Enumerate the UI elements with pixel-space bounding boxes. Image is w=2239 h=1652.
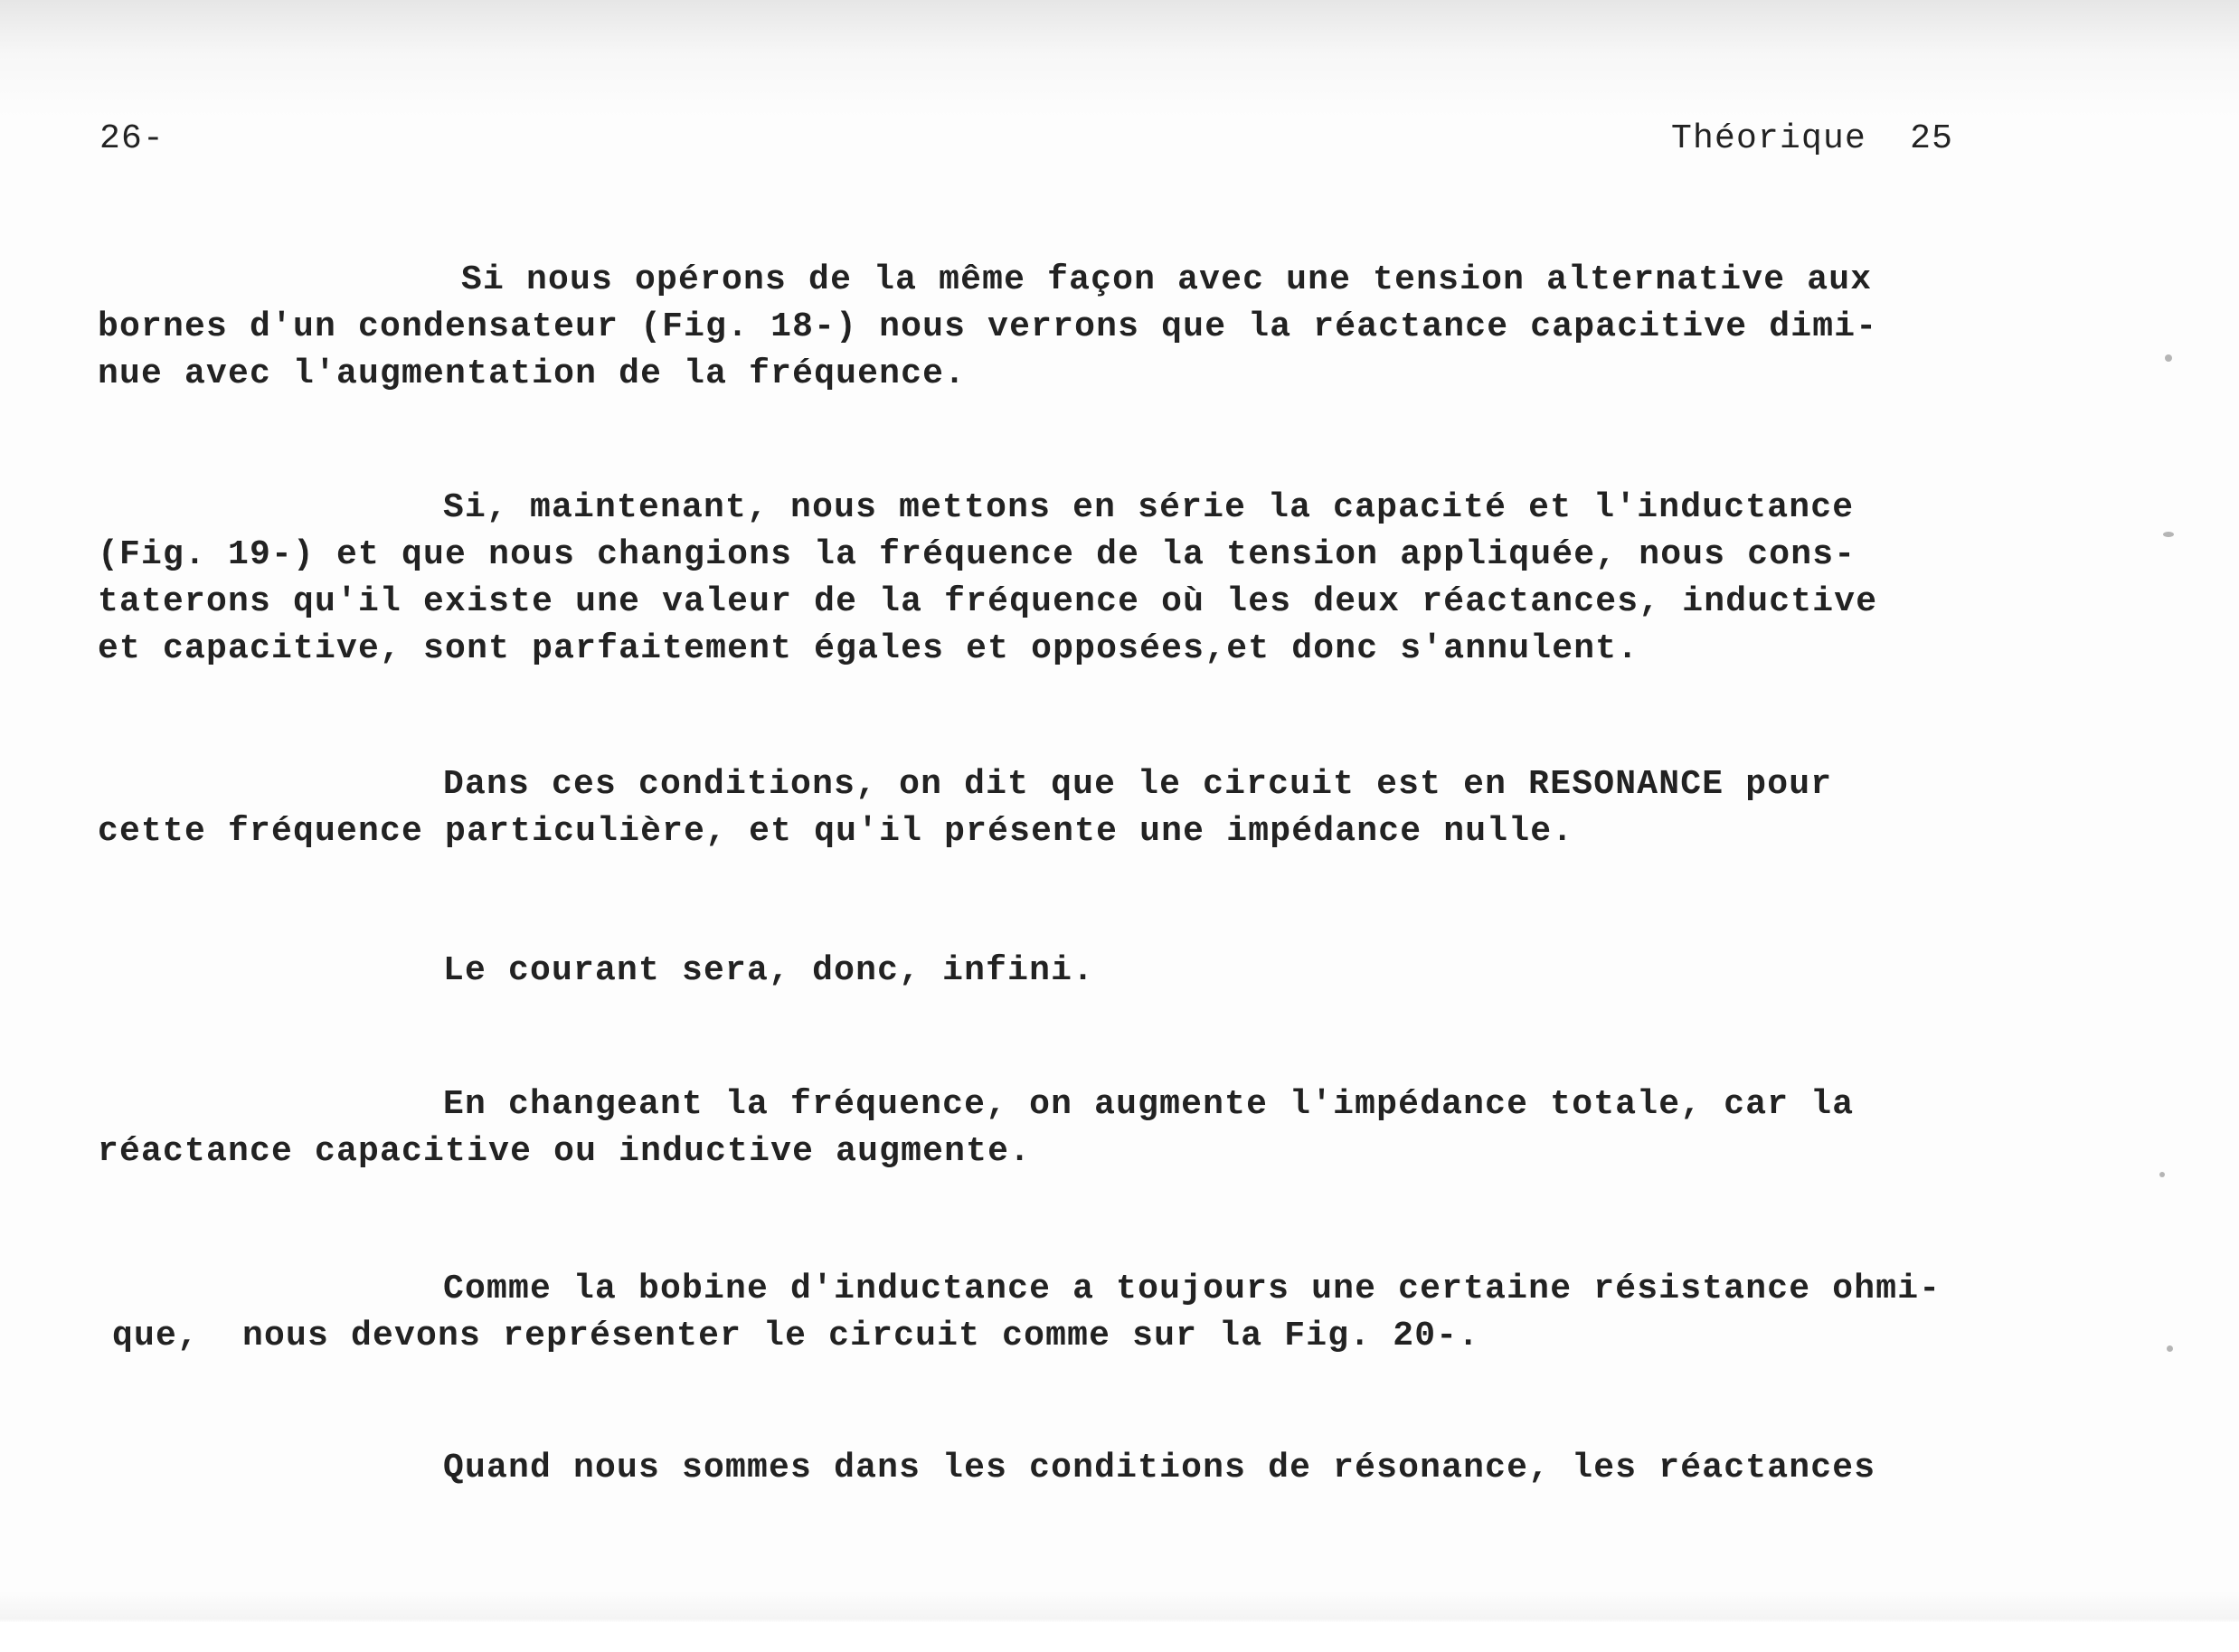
paragraph-6-line-2: que, nous devons représenter le circuit comme sur la Fig. 20-. xyxy=(112,1317,1480,1355)
paragraph-2-line-3: taterons qu'il existe une valeur de la fréquence où les deux réactances, inductive xyxy=(98,582,1878,621)
page-number-right: 25 xyxy=(1910,119,1954,158)
page-number-left: 26- xyxy=(99,119,165,158)
paragraph-7-line-1: Quand nous sommes dans les conditions de résonance, les réactances xyxy=(443,1449,1876,1487)
paragraph-5-line-1: En changeant la fréquence, on augmente l'impédance totale, car la xyxy=(443,1085,1855,1124)
paragraph-1-line-1: Si nous opérons de la même façon avec une tension alternative aux xyxy=(461,260,1873,299)
paragraph-2-line-4: et capacitive, sont parfaitement égales et opposées,et donc s'annulent. xyxy=(98,629,1639,668)
scan-speck xyxy=(2165,354,2172,362)
paragraph-3-line-2: cette fréquence particulière, et qu'il présente une impédance nulle. xyxy=(98,812,1574,851)
paragraph-1-line-3: nue avec l'augmentation de la fréquence. xyxy=(98,354,967,393)
paragraph-2-line-1: Si, maintenant, nous mettons en série la capacité et l'inductance xyxy=(443,488,1855,527)
paragraph-4-line-1: Le courant sera, donc, infini. xyxy=(443,951,1095,990)
scan-speck xyxy=(2167,1345,2173,1352)
section-title: Théorique xyxy=(1671,119,1867,158)
paragraph-5-line-2: réactance capacitive ou inductive augmente. xyxy=(98,1132,1032,1171)
paragraph-6-line-1: Comme la bobine d'inductance a toujours une certaine résistance ohmi- xyxy=(443,1270,1941,1308)
paragraph-2-line-2: (Fig. 19-) et que nous changions la fréquence de la tension appliquée, nous cons- xyxy=(98,535,1856,574)
paragraph-3-line-1: Dans ces conditions, on dit que le circuit est en RESONANCE pour xyxy=(443,765,1833,804)
running-header xyxy=(1671,116,1953,163)
scan-speck xyxy=(2159,1172,2165,1177)
scan-speck xyxy=(2163,532,2174,537)
paragraph-1-line-2: bornes d'un condensateur (Fig. 18-) nous verrons que la réactance capacitive dimi- xyxy=(98,307,1878,346)
scan-bottom-edge xyxy=(0,1622,2239,1652)
